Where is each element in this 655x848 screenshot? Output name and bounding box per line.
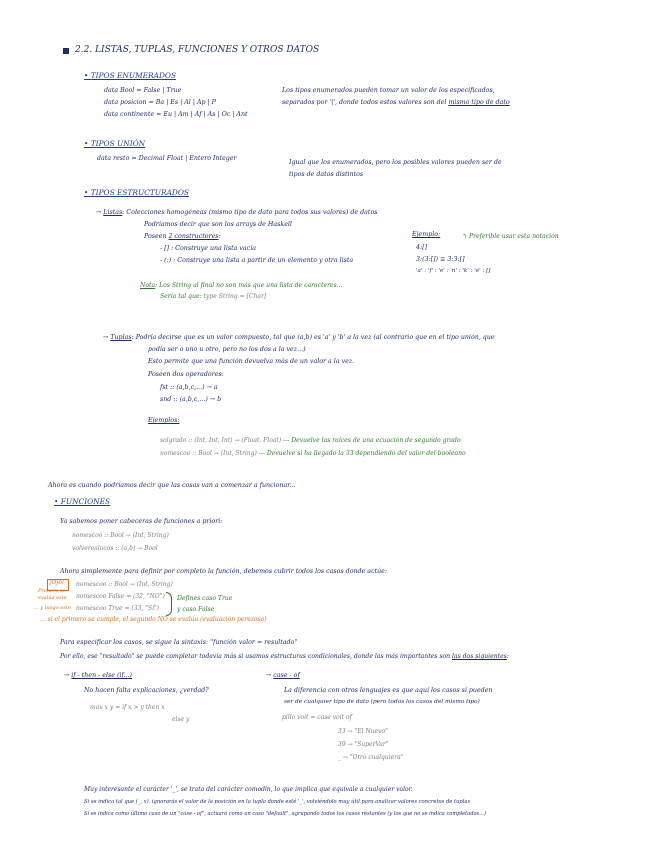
listas-label: Listas	[103, 209, 123, 216]
enum-note-2-emph: mismo tipo de dato	[448, 99, 510, 106]
ite-question: No hacen falta explicaciones, ¿verdad?	[84, 687, 209, 694]
funciones-line-2: Ahora simplemente para definir por completo la función, debemos cubrir todos los casos donde actúe:	[60, 568, 388, 575]
struct-heading	[84, 189, 189, 196]
cases-line-1	[60, 640, 297, 646]
nota-2-text: Sería tal que:	[160, 293, 204, 300]
listas-nota-1	[140, 283, 343, 289]
def-line-1: nomescoo :: Bool → (Int, String)	[76, 581, 173, 588]
ojo-label: ¡Ojo!	[49, 579, 65, 586]
ite-example-2: else y	[172, 716, 190, 723]
tuplas-op-1: fst :: (a,b,c,...) → a	[160, 384, 218, 391]
case-desc-2: ser de cualquier tipo de dato (pero todos los casos del mismo tipo)	[284, 699, 480, 705]
bullet-dot: •	[84, 139, 91, 148]
footer-line-1: Muy interesante el carácter '_', se trata del carácter comodín, lo que implica que equivale a cualquier valor.	[84, 786, 413, 793]
case-example-2: 33 → "El Nuevo"	[338, 728, 388, 735]
union-heading	[84, 140, 145, 147]
listas-line-3-colon: :	[218, 233, 221, 240]
bullet-dot: •	[54, 497, 61, 506]
arrow-icon: →	[103, 334, 111, 341]
arrow-icon: →	[96, 209, 104, 216]
bullet-dot: •	[84, 188, 91, 197]
def-case-2: y caso False	[177, 606, 215, 613]
nota-2-code: type String = [Char]	[203, 293, 267, 300]
section-title: 2.2. LISTAS, TUPLAS, FUNCIONES Y OTROS DATOS	[75, 45, 320, 55]
footer-line-3: Si se indica como último caso de un "case - of", actuará como un caso "default", agrupando todos los casos restantes (y los que no se indica completados...)	[84, 811, 486, 817]
listas-preferred-text: Preferible usar esta notación	[469, 233, 559, 240]
case-label-text: case - of	[273, 672, 300, 679]
order-note-3: ... y luego este	[34, 605, 71, 611]
tuplas-example-2-desc: --- Devuelve si ha llegado la 33 dependiendo del valor del booleano	[256, 450, 466, 457]
tuplas-example-1	[160, 438, 461, 444]
tuplas-label: Tuplas	[110, 334, 132, 341]
def-line-3: nomescoo True = (33, "Sí")	[76, 605, 160, 612]
case-example-1: pillo voit = case voit of	[282, 714, 352, 721]
enum-line-3: data continente = Eu | Am | Af | As | Oc | Ant	[104, 111, 248, 118]
order-note-1: Primero se	[38, 588, 66, 594]
enum-note-1: Los tipos enumerados pueden tomar un valor de los especificados,	[282, 87, 495, 94]
funciones-heading	[54, 498, 110, 505]
title-bullet-square	[63, 48, 69, 54]
tuplas-line-1	[103, 335, 495, 341]
tuplas-line-1-text: : Podría decirse que es un valor compuesto, tal que (a,b) es 'a' y 'b' a la vez (al contrario que en el tipo unión, que	[131, 334, 495, 341]
def-brace	[166, 592, 172, 616]
listas-example-label: Ejemplo:	[412, 231, 441, 238]
def-case-1: Defines caso True	[177, 595, 233, 602]
enum-line-2: data posicion = Ba | Es | Al | Ap | P	[104, 99, 216, 106]
tuplas-line-4: Poseen dos operadores:	[148, 371, 224, 378]
struct-heading-text: TIPOS ESTRUCTURADOS	[90, 188, 189, 197]
funciones-example-1: nomescoo :: Bool → (Int, String)	[72, 532, 169, 539]
enum-note-2-text: separados por '|', donde todos estos valores son del	[282, 99, 449, 106]
listas-line-3	[144, 234, 221, 240]
arrow-icon: →	[266, 672, 274, 679]
union-line-1: data resto = Decimal Float | Entero Integer	[97, 155, 237, 162]
listas-line-3-text: Poseen	[144, 233, 169, 240]
funciones-heading-text: FUNCIONES	[60, 497, 111, 506]
union-note-1: Igual que los enumerados, pero los posibles valores pueden ser de	[289, 159, 502, 166]
tuplas-op-2: snd :: (a,b,c,...) → b	[160, 396, 222, 403]
tuplas-examples-label: Ejemplos:	[148, 417, 180, 424]
ite-label-text: if - then - else (if...)	[71, 672, 132, 679]
listas-example-2: 3:(3:[]) ≡ 3:3:[]	[416, 256, 465, 263]
listas-line-2: Podríamos decir que son los arrays de Haskell	[144, 221, 292, 228]
bullet-dot: •	[84, 71, 91, 80]
transition-line: Ahora es cuando podríamos decir que las cosas van a comenzar a funcionar...	[48, 482, 296, 489]
footer-line-2: Si se indica tal que (_, x), ignorarás el valor de la posición en la tupla donde esté '_', volviéndolo muy útil para analizar valores concretos de tuplas	[84, 799, 471, 805]
enum-note-2	[282, 100, 510, 106]
order-note-4: ... si el primero se cumple, el segundo NO se evalúa (evaluación perezosa)	[40, 616, 267, 623]
curve-arrow-icon: ↰	[462, 233, 470, 240]
union-note-2: tipos de datos distintos	[289, 171, 364, 178]
enum-heading	[84, 72, 176, 79]
listas-example-3: 'a' : 'f' : 'e' : 'n' : 'k' : 'e' : []	[416, 268, 491, 274]
case-label	[266, 673, 300, 679]
funciones-line-1: Ya sabemos poner cabeceras de funciones a priori:	[60, 518, 223, 525]
funciones-example-2: volverealocos :: (a,b) → Bool	[72, 545, 158, 552]
listas-constructor-1: - [] : Construye una lista vacía	[160, 245, 256, 252]
nota-label: Nota	[140, 282, 156, 289]
nota-text: : Los String al final no son más que una lista de caracteres...	[155, 282, 343, 289]
tuplas-example-1-desc: --- Devuelve las raíces de una ecuación de segundo grado	[281, 437, 461, 444]
cases-line-2	[60, 654, 509, 660]
listas-line-1	[96, 210, 377, 216]
tuplas-example-1-code: solgrado :: (Int, Int, Int) → (Float, Float)	[160, 437, 282, 444]
cases-syntax: "función valor = resultado"	[210, 639, 298, 646]
tuplas-example-2-code: nomescoo :: Bool → (Int, String)	[160, 450, 257, 457]
listas-constructors-emph: 2 constructores	[168, 233, 219, 240]
enum-heading-text: TIPOS ENUMERADOS	[90, 71, 177, 80]
ite-example-1: max x y = if x > y then x	[90, 704, 165, 711]
case-example-3: 39 → "SuperVar"	[338, 741, 389, 748]
def-line-2: nomescoo False = (32, "NO")	[76, 593, 165, 600]
cases-line-1-text: Para especificar los casos, se sigue la sintaxis:	[60, 639, 211, 646]
listas-constructor-2: - (:) : Construye una lista a partir de un elemento y otra lista	[160, 257, 354, 264]
order-note-2: evalúa este	[38, 595, 67, 601]
cases-line-2-text: Por ello, ese "resultado" se puede completar todavía más si usamos estructuras condicionales, donde las más importantes son	[60, 653, 452, 660]
ite-label	[64, 673, 132, 679]
tuplas-line-3: Esto permite que una función devuelva más de un valor a la vez.	[148, 358, 355, 365]
listas-nota-2	[160, 294, 266, 300]
arrow-icon: →	[64, 672, 72, 679]
enum-line-1: data Bool = False | True	[104, 87, 182, 94]
union-heading-text: TIPOS UNIÓN	[90, 139, 146, 148]
case-desc-1: La diferencia con otros lenguajes es que aquí los casos sí pueden	[284, 687, 493, 694]
listas-line-1-text: : Colecciones homogéneas (mismo tipo de dato para todos sus valores) de datos	[122, 209, 378, 216]
case-example-4: _ → "Otro cualquiera"	[338, 754, 404, 761]
listas-preferred-note	[462, 234, 559, 240]
cases-line-2-emph: las dos siguientes	[451, 653, 507, 660]
tuplas-line-2: podía ser o uno u otro, pero no los dos a la vez...)	[148, 346, 306, 353]
tuplas-example-2	[160, 451, 466, 457]
listas-example-1: 4:[]	[416, 244, 428, 251]
cases-line-2-colon: :	[506, 653, 509, 660]
